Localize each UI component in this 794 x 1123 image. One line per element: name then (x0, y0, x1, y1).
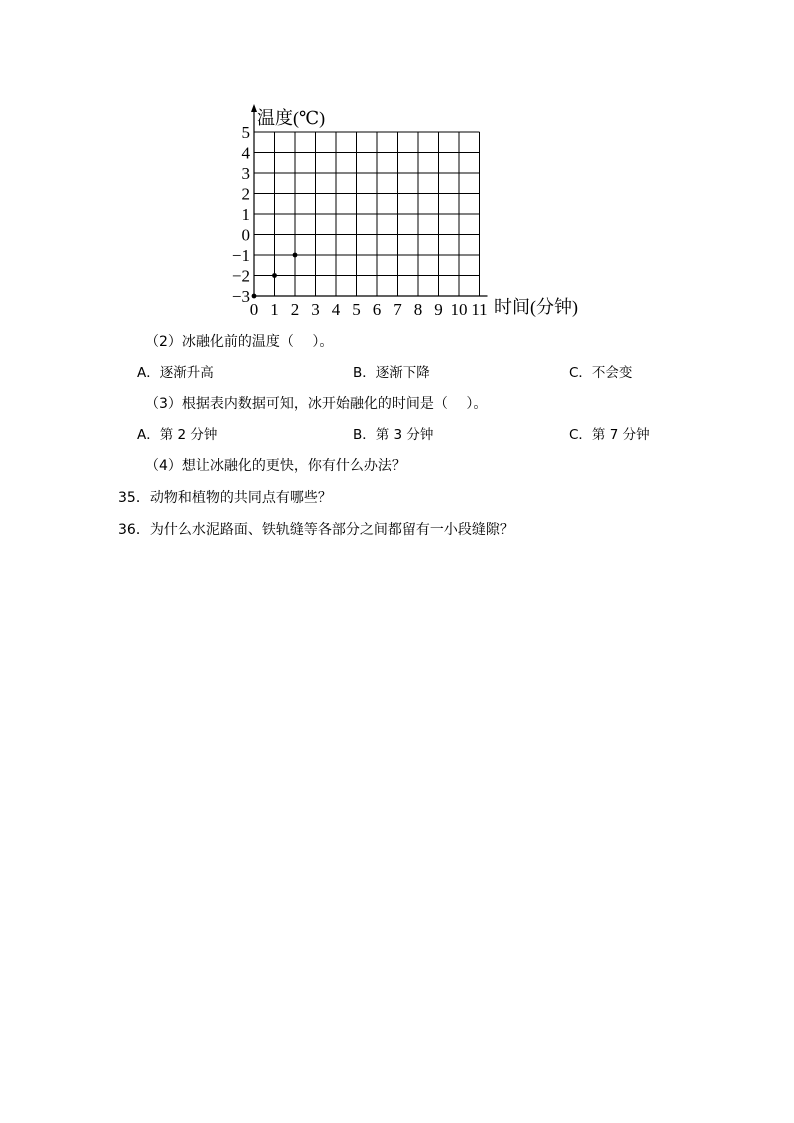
y-tick-label: 2 (241, 184, 250, 204)
x-tick-label: 3 (311, 300, 320, 319)
data-point (272, 273, 277, 278)
x-tick-label: 6 (372, 300, 382, 319)
y-tick-label: −2 (231, 266, 250, 286)
temperature-time-graph (222, 100, 602, 325)
y-tick-label: −3 (231, 287, 250, 306)
question-4: （4）想让冰融化的更快，你有什么办法？ (145, 458, 406, 474)
x-tick-label: 7 (393, 300, 402, 319)
y-tick-label: 5 (241, 123, 250, 142)
question-3: （3）根据表内数据可知，冰开始融化的时间是（ ）。 (145, 396, 488, 412)
q3-option-c[interactable]: C．第 7 分钟 (569, 427, 650, 443)
chart-grid (254, 132, 480, 296)
data-point (293, 253, 298, 258)
y-axis-label: 温度(℃) (257, 108, 326, 128)
q3-option-a[interactable]: A．第 2 分钟 (137, 427, 218, 443)
q2-option-a[interactable]: A．逐渐升高 (137, 365, 214, 381)
x-tick-label: 11 (471, 300, 488, 319)
q3-option-b[interactable]: B．第 3 分钟 (353, 427, 434, 443)
x-axis-label: 时间(分钟) (494, 297, 578, 317)
question-36: 36．为什么水泥路面、铁轨缝等各部分之间都留有一小段缝隙？ (118, 522, 514, 538)
x-tick-label: 4 (331, 300, 341, 319)
x-tick-label: 1 (270, 300, 279, 319)
question-35: 35．动物和植物的共同点有哪些？ (118, 490, 332, 506)
x-tick-label: 9 (434, 300, 443, 319)
y-tick-label: 1 (241, 205, 250, 224)
data-point (252, 294, 257, 299)
y-tick-label: −1 (231, 246, 250, 265)
y-tick-label: 4 (241, 143, 250, 163)
q2-option-b[interactable]: B．逐渐下降 (353, 365, 430, 381)
q2-option-c[interactable]: C．不会变 (569, 365, 633, 381)
y-tick-label: 3 (241, 164, 250, 183)
x-tick-label: 5 (352, 300, 361, 319)
chart-axes (251, 104, 488, 296)
y-tick-label: 0 (241, 225, 250, 245)
x-tick-label: 8 (413, 300, 423, 319)
question-2: （2）冰融化前的温度（ ）。 (145, 334, 334, 350)
x-tick-label: 0 (249, 300, 259, 319)
x-tick-label: 2 (290, 300, 300, 319)
x-tick-label: 10 (450, 300, 468, 319)
